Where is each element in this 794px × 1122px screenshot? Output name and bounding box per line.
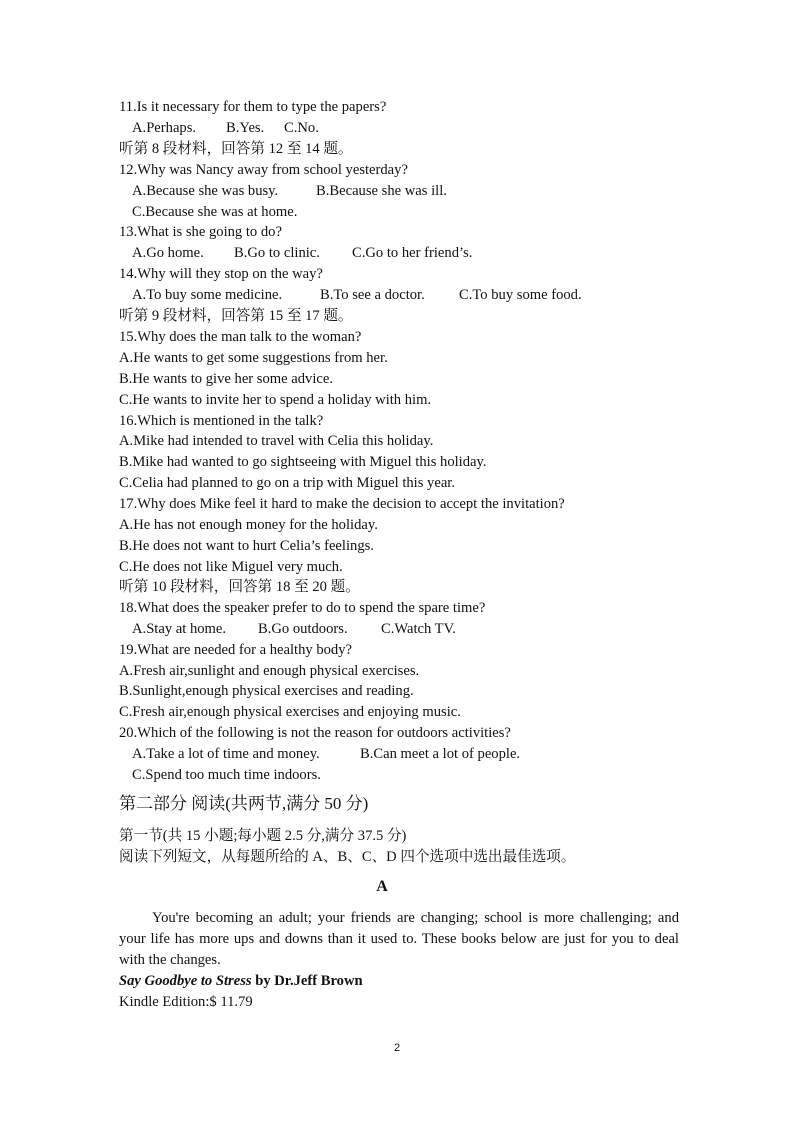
book-price: Kindle Edition:$ 11.79 bbox=[119, 994, 253, 1010]
question-13: 13.What is she going to do? bbox=[119, 224, 282, 240]
question-16: 16.Which is mentioned in the talk? bbox=[119, 413, 324, 429]
part-two-heading: 第二部分 阅读(共两节,满分 50 分) bbox=[119, 794, 369, 813]
book-title: Say Goodbye to Stress bbox=[119, 973, 252, 989]
question-14: 14.Why will they stop on the way? bbox=[119, 266, 323, 282]
option-c: C.Go to her friend’s. bbox=[352, 245, 473, 261]
option-b: B.Mike had wanted to go sightseeing with Miguel this holiday. bbox=[119, 454, 487, 470]
option-a: A.Because she was busy. bbox=[132, 183, 279, 199]
option-a: A.Perhaps. bbox=[132, 120, 197, 136]
question-20-options-ab bbox=[132, 744, 520, 764]
question-14-options bbox=[132, 285, 582, 305]
passage-intro: You're becoming an adult; your friends are changing; school is more challenging; and your life has more ups and downs than it used to. These books below are just for you to deal with the changes. bbox=[119, 910, 679, 968]
section-one-heading: 第一节(共 15 小题;每小题 2.5 分,满分 37.5 分) bbox=[119, 828, 407, 844]
question-18: 18.What does the speaker prefer to do to spend the spare time? bbox=[119, 600, 486, 616]
option-a: A.Go home. bbox=[132, 245, 204, 261]
option-b: B.Go to clinic. bbox=[234, 245, 320, 261]
option-a: A.Fresh air,sunlight and enough physical exercises. bbox=[119, 663, 420, 679]
option-b: B.He wants to give her some advice. bbox=[119, 371, 333, 387]
option-b: B.Because she was ill. bbox=[316, 183, 447, 199]
option-a: A.He has not enough money for the holiday. bbox=[119, 517, 378, 533]
option-c: C.He wants to invite her to spend a holiday with him. bbox=[119, 392, 432, 408]
question-17: 17.Why does Mike feel it hard to make the decision to accept the invitation? bbox=[119, 496, 565, 512]
material-10-instruction: 听第 10 段材料，回答第 18 至 20 题。 bbox=[119, 579, 360, 595]
option-c: C.Spend too much time indoors. bbox=[132, 767, 321, 783]
option-c: C.Celia had planned to go on a trip with Miguel this year. bbox=[119, 475, 456, 491]
option-b: B.Can meet a lot of people. bbox=[360, 746, 521, 762]
book-author: by Dr.Jeff Brown bbox=[251, 973, 363, 989]
passage-letter: A bbox=[376, 878, 388, 895]
option-b: B.To see a doctor. bbox=[320, 287, 425, 303]
option-b: B.He does not want to hurt Celia’s feelings. bbox=[119, 538, 374, 554]
question-15: 15.Why does the man talk to the woman? bbox=[119, 329, 362, 345]
option-c: C.No. bbox=[284, 120, 319, 136]
question-11-options bbox=[132, 118, 319, 138]
option-b: B.Yes. bbox=[226, 120, 265, 136]
option-a: A.Take a lot of time and money. bbox=[132, 746, 320, 762]
option-c: C.He does not like Miguel very much. bbox=[119, 559, 343, 575]
option-c: C.Watch TV. bbox=[381, 621, 456, 637]
material-8-instruction: 听第 8 段材料，回答第 12 至 14 题。 bbox=[119, 141, 353, 157]
question-20: 20.Which of the following is not the reason for outdoors activities? bbox=[119, 725, 511, 741]
question-11: 11.Is it necessary for them to type the papers? bbox=[119, 99, 387, 115]
option-a: A.Stay at home. bbox=[132, 621, 227, 637]
option-a: A.Mike had intended to travel with Celia this holiday. bbox=[119, 433, 434, 449]
option-c: C.To buy some food. bbox=[459, 287, 582, 303]
book-title-line bbox=[119, 971, 363, 991]
option-a: A.He wants to get some suggestions from her. bbox=[119, 350, 388, 366]
reading-instruction: 阅读下列短文，从每题所给的 A、B、C、D 四个选项中选出最佳选项。 bbox=[119, 849, 576, 865]
option-b: B.Go outdoors. bbox=[258, 621, 348, 637]
question-19: 19.What are needed for a healthy body? bbox=[119, 642, 352, 658]
option-a: A.To buy some medicine. bbox=[132, 287, 283, 303]
material-9-instruction: 听第 9 段材料，回答第 15 至 17 题。 bbox=[119, 308, 353, 324]
question-18-options bbox=[132, 619, 456, 639]
option-b: B.Sunlight,enough physical exercises and reading. bbox=[119, 683, 414, 699]
option-c: C.Fresh air,enough physical exercises and enjoying music. bbox=[119, 704, 461, 720]
page-number: 2 bbox=[393, 1042, 401, 1054]
question-12: 12.Why was Nancy away from school yesterday? bbox=[119, 162, 408, 178]
question-12-options-ab bbox=[132, 181, 447, 201]
question-13-options bbox=[132, 243, 472, 263]
option-c: C.Because she was at home. bbox=[132, 204, 298, 220]
